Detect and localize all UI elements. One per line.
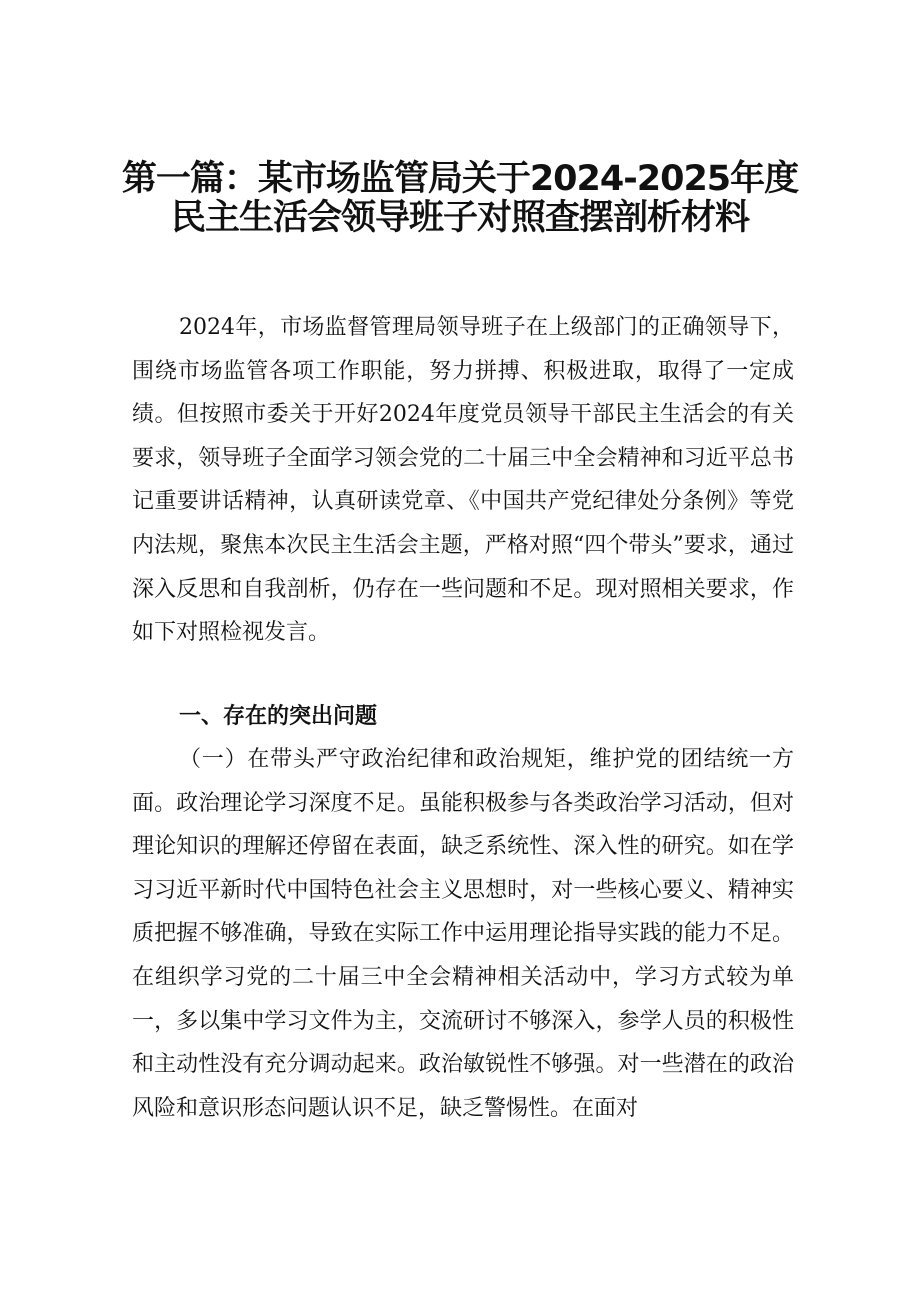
intro-paragraph: 2024年，市场监督管理局领导班子在上级部门的正确领导下，围绕市场监管各项工作职能，努力拼搏、积极进取，取得了一定成绩。但按照市委关于开好2024年度党员领导干部民主生活会的有关要求，领导班子全面学习领会党的二十届三中全会精神和习近平总书记重要讲话精神，认真研读党章、《中国共产党纪律处分条例》等党内法规，聚焦本次民主生活会主题，严格对照“四个带头”要求，通过深入反思和自我剖析，仍存在一些问题和不足。现对照相关要求，作如下对照检视发言。 (132, 315, 794, 646)
section-heading: 一、存在的突出问题 (179, 704, 378, 729)
issue-paragraph: （一）在带头严守政治纪律和政治规矩，维护党的团结统一方面。政治理论学习深度不足。虽能积极参与各类政治学习活动，但对理论知识的理解还停留在表面，缺乏系统性、深入性的研究。如在学习习近平新时代中国特色社会主义思想时，对一些核心要义、精神实质把握不够准确，导致在实际工作中运用理论指导实践的能力不足。在组织学习党的二十届三中全会精神相关活动中，学习方式较为单一，多以集中学习文件为主，交流研讨不够深入，参学人员的积极性和主动性没有充分调动起来。政治敏锐性不够强。对一些潜在的政治风险和意识形态问题认识不足，缺乏警惕性。在面对 (132, 747, 794, 1121)
document-title-line1: 第一篇：某市场监管局关于2024-2025年度 (121, 159, 799, 199)
document-title-line2: 民主生活会领导班子对照查摆剖析材料 (170, 198, 749, 238)
